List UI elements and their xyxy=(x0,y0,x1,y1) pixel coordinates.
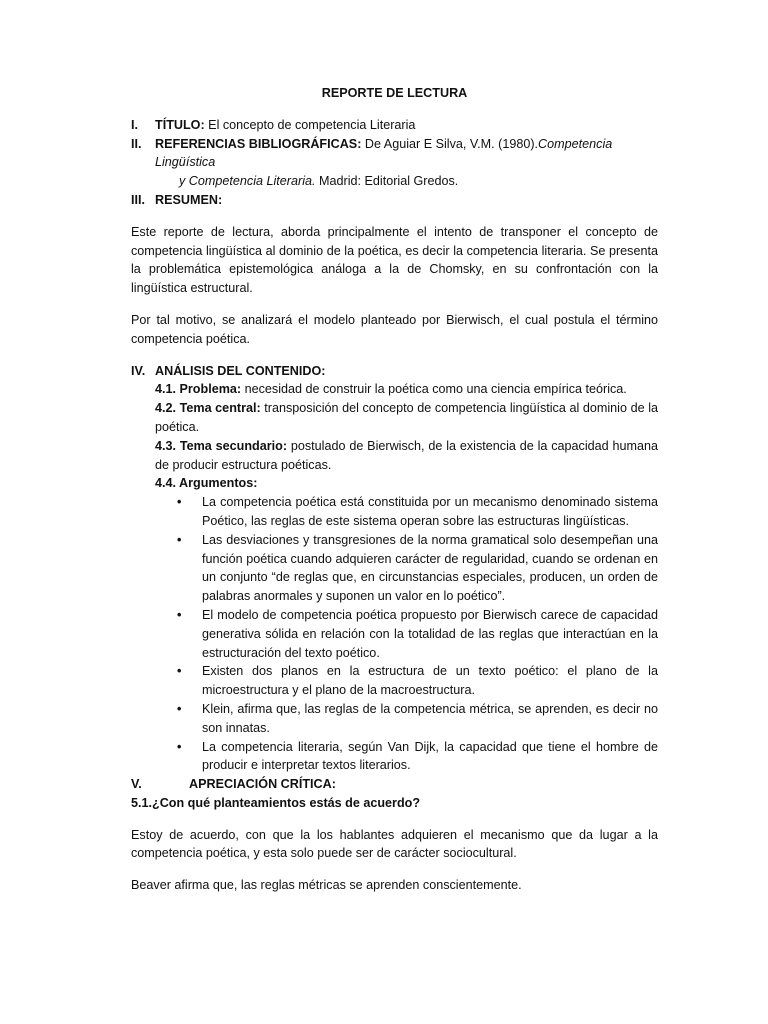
resumen-paragraph-1: Este reporte de lectura, aborda principalmente el intento de transponer el concepto de competencia lingüística al dominio de la poética, es decir la competencia literaria. Se presenta la problemática epistemológica análoga a la de Chomsky, en su confrontación con la lingüística estructural. xyxy=(131,224,658,296)
list-item xyxy=(177,531,658,606)
bullet-icon: • xyxy=(177,739,182,754)
list-item-text: Klein, afirma que, las reglas de la competencia métrica, se aprenden, es decir no son innatas. xyxy=(202,701,658,735)
list-item xyxy=(177,700,658,738)
section-titulo xyxy=(131,116,658,135)
subsection-4-1 xyxy=(131,380,658,399)
question-5-1: 5.1.¿Con qué planteamientos estás de acuerdo? xyxy=(131,795,421,810)
reference-title-part2: y Competencia Literaria. xyxy=(179,174,316,189)
apreciacion-paragraph-1: Estoy de acuerdo, con que la los hablantes adquieren el mecanismo que da lugar a la competencia poética, y esta solo puede ser de carácter sociocultural. xyxy=(131,827,658,861)
reference-author: De Aguiar E Silva, V.M. (1980). xyxy=(361,136,539,151)
bullet-icon: • xyxy=(177,532,182,547)
resumen-paragraph-2: Por tal motivo, se analizará el modelo planteado por Bierwisch, el cual postula el término competencia poética. xyxy=(131,312,658,346)
subsection-4-4 xyxy=(131,474,658,493)
subsection-text: transposición del concepto de competencia lingüística al dominio de la poética. xyxy=(155,401,658,434)
list-item xyxy=(177,493,658,531)
subsection-label: 4.4. Argumentos: xyxy=(155,476,258,491)
list-item-text: Las desviaciones y transgresiones de la norma gramatical solo desempeñan una función poética cuando adquieren carácter de regularidad, cuando se ordenan en un conjunto “de reglas que, en circunstancias especiales, producen, un orden de palabras anormales y suponen un valor en lo poético”. xyxy=(202,532,658,604)
page-title: REPORTE DE LECTURA xyxy=(321,86,468,100)
subsection-4-2 xyxy=(131,399,658,437)
subsection-text: necesidad de construir la poética como una ciencia empírica teórica. xyxy=(241,382,627,397)
subsection-label: 4.3. Tema secundario: xyxy=(155,438,288,453)
bullet-icon: • xyxy=(177,701,182,716)
arguments-list xyxy=(131,493,658,775)
section-number: III. xyxy=(131,192,145,207)
section-text: El concepto de competencia Literaria xyxy=(204,117,416,132)
list-item xyxy=(177,738,658,776)
apreciacion-paragraph-2: Beaver afirma que, las reglas métricas se aprenden conscientemente. xyxy=(131,878,522,893)
section-apreciacion xyxy=(131,775,658,794)
section-number: I. xyxy=(131,117,138,132)
list-item-text: El modelo de competencia poética propuesto por Bierwisch carece de capacidad generativa sólida en relación con la totalidad de las reglas que interactúan en la estructuración del texto poético. xyxy=(202,607,658,660)
list-item xyxy=(177,606,658,662)
reference-title-part1: Competencia Lingüística xyxy=(155,136,613,170)
list-item xyxy=(177,662,658,700)
section-analisis xyxy=(131,362,658,381)
section-label: REFERENCIAS BIBLIOGRÁFICAS: xyxy=(155,136,362,151)
subsection-label: 4.2. Tema central: xyxy=(155,401,261,416)
reference-publisher: Madrid: Editorial Gredos. xyxy=(315,174,459,189)
section-label: TÍTULO: xyxy=(155,117,205,132)
section-label: ANÁLISIS DEL CONTENIDO: xyxy=(155,363,326,378)
section-referencias xyxy=(131,135,658,191)
bullet-icon: • xyxy=(177,495,182,510)
section-label: RESUMEN: xyxy=(155,192,223,207)
section-number: II. xyxy=(131,136,142,151)
bullet-icon: • xyxy=(177,607,182,622)
section-label: APRECIACIÓN CRÍTICA: xyxy=(189,777,336,792)
list-item-text: Existen dos planos en la estructura de un texto poético: el plano de la microestructura y el plano de la macroestructura. xyxy=(202,664,658,698)
subsection-4-3 xyxy=(131,437,658,475)
section-resumen xyxy=(131,191,658,210)
list-item-text: La competencia literaria, según Van Dijk, la capacidad que tiene el hombre de producir e interpretar textos literarios. xyxy=(202,739,658,773)
section-number: IV. xyxy=(131,363,146,378)
list-item-text: La competencia poética está constituida por un mecanismo denominado sistema Poético, las reglas de este sistema operan sobre las estructuras lingüísticas. xyxy=(202,495,658,528)
bullet-icon: • xyxy=(177,664,182,679)
section-number: V. xyxy=(131,777,142,792)
document-body xyxy=(131,84,658,895)
subsection-text: postulado de Bierwisch, de la existencia de la capacidad humana de producir estructura poéticas. xyxy=(155,438,658,472)
subsection-label: 4.1. Problema: xyxy=(155,382,242,397)
